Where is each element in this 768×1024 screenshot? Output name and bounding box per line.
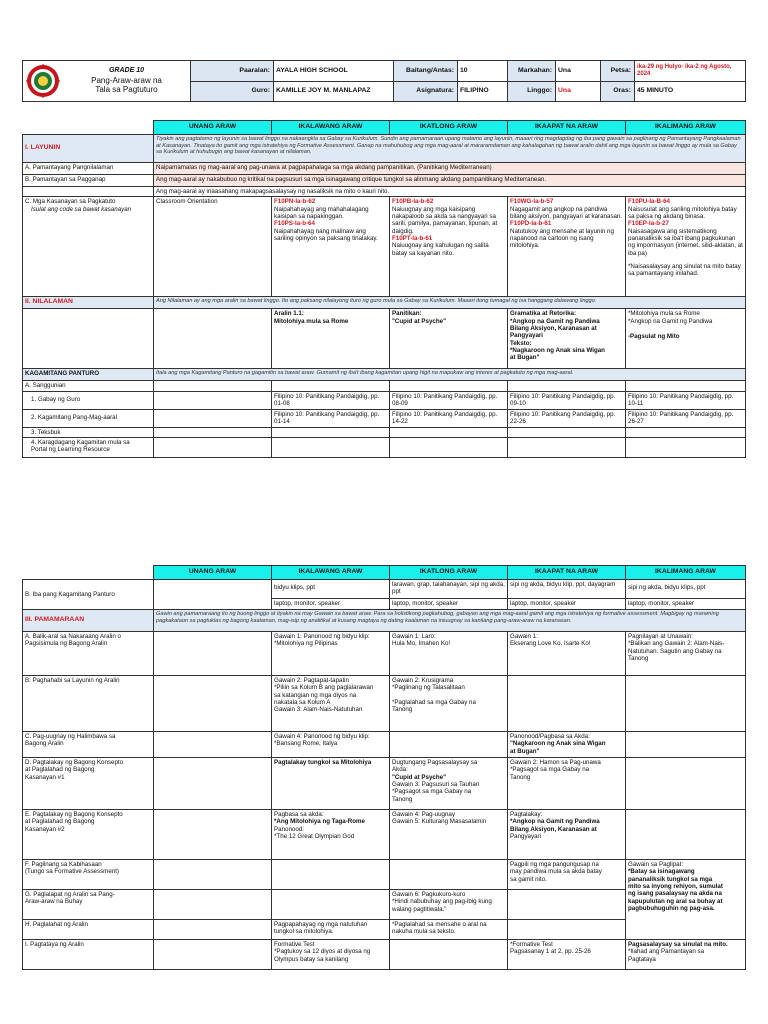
pagtalakay-2-day4-title: *Angkop na Gamit ng Pandiwa Bilang Aksiyon, Karanasan at [510,818,600,833]
oras-label: Oras: [601,81,635,102]
pagtataya-day4: *Formative Test Pagsasanay 1 at 2, pp. 25-26 [508,940,626,970]
nilalaman-day3 [390,309,508,369]
paghahabi-day2: Gawain 2: Pagtapat-tapatin *Piliin sa Kolum B ang paglalarawan sa katangian ng mga diyos na nakatala sa Kolum A Gawain 3: Alam-Nais-Natutuhan [272,676,390,732]
competency-text: Naisusulat ang sariling mitolohiya batay sa paksa ng akdang binasa. [628,205,737,220]
pamamaraan-note: Gawin ang pamamaraang ito ng buong linggo at tiyakin na may Gawain sa bawat araw. Para sa holistikong pagkahubog, gabayan ang mga mag-aaral gamit ang mga istratehiya ng formative assessment. Magbigay ng maraming pagkakataon sa pagtuklas ng bagong kaalaman, mag-isip ng analitikal at kusang magtaya ng dating kaalaman na iniuugnay sa kanilang pang-araw-araw na karanasan. [154,610,746,632]
pagtalakay-2-day4-title-end: Pangyayari [510,832,541,840]
kasanayan-day4 [508,197,626,297]
competency-text: Naiuugnay ang kahulugan ng salita batay sa kayarian nito. [392,242,489,257]
pagtalakay-1-day3-title: "Cupid at Psyche" [392,773,447,781]
kasanayan-subtitle: Isulat ang code sa bawat kasanayan [31,205,132,213]
pag-uugnay-label: C. Pag-uugnay ng Halimbawa sa Bagong Aralin [23,732,154,758]
competency-text: Natutukoy ang mensahe at layunin ng napanood na cartoon ng isang mitolohiya. [510,227,614,250]
pagtataya-day5 [626,940,746,970]
header-logo-cell [23,61,191,102]
kagamitang-mag-aaral-day3: Filipino 10: Panitikang Pandaigdig, pp. 14-22 [390,409,508,427]
pag-uugnay-day4 [508,732,626,758]
iba-materials: sipi ng akda, bidyu klip, ppt, dayagram [508,580,625,599]
pagtalakay-2-day4-heading: Pagtalakay: [510,811,543,818]
balik-aral-day5: Pagnilayan at Unawain: *Balikan ang Gawain 2: Alam-Nais- Natutuhan. Sagutin ang Gabay na Tanong [626,632,746,676]
school-seal-icon [23,61,63,101]
competency-code: F10EP-Ia-b-27 [628,220,669,228]
iba-materials: larawan, grap, talahanayan, sipi ng akda, ppt [390,580,507,599]
nilalaman-day4-teksto: Teksto: [510,339,532,347]
day-header: IKAAPAT NA ARAW [508,121,626,135]
kasanayan-label [23,197,154,297]
grade-label: GRADE 10 [108,67,144,75]
competency-text: Naiuugnay ang mga kaisipang nakapaloob sa akda sa nangyayari sa sarili, pamilya, pamayanan, lipunan, at daigdig. [392,205,498,235]
kasanayan-day2 [272,197,390,297]
nilalaman-day4-heading: Gramatika at Retorika: [510,310,577,318]
karagdagang-kagamitan-label: 4. Karagdagang Kagamitan mula sa Portal ng Learning Resource [23,437,154,457]
iba-materials: sipi ng akda, bidyu klips, ppt [626,580,745,599]
nilalaman-day2: Aralin 1.1: Mitolohiya mula sa Rome [272,309,390,369]
iba-pang-kagamitan-day4 [508,580,626,610]
competency-note: *Naisasalaysay ang sinulat na mito batay sa pamantayang inilahad. [628,262,741,278]
iba-equipment: laptop, monitor, speaker [510,600,577,607]
competency-code: F10PB-Ia-b-62 [392,198,434,206]
pagtalakay-2-day2-panonood: Panonood: *The 12 Great Olympian God [274,825,355,840]
linggo-label: Linggo: [508,81,556,102]
paglalapat-label: G. Paglalapat ng Aralin sa Pang- Araw-araw na Buhay [23,890,154,920]
nilalaman-day4-topic: *Angkop na Gamit ng Pandiwa Bilang Aksiyon, Karanasan at Pangyayari [510,317,600,340]
competency-text: Naisasagawa ang sistematikong pananaliksik sa iba't ibang pagkukunan ng impormasyon (internet, silid-aklatan, at iba pa) [628,227,743,257]
pamantayan-pagganap-label: B. Pamantayan sa Pagganap [23,175,154,187]
pagtalakay-2-day2-heading: Pagbasa sa akda: [274,811,324,818]
nilalaman-day4 [508,309,626,369]
paglalapat-day3: Gawain 6: Pagkukuro-kuro *Hindi nabubuhay ang pag-ibig kung walang pagtitiwala." [390,890,508,920]
section-layunin: I. LAYUNIN [23,135,154,163]
petsa-value: ika-29 ng Hulyo- ika-2 ng Agosto, 2024 [635,61,746,82]
pamantayang-pangnilalaman-label: A. Pamantayang Pangnilalaman [23,163,154,175]
kasanayan-day3 [390,197,508,297]
pagtalakay-2-label: E. Pagtalakay ng Bagong Konsepto at Paglalahad ng Bagong Kasanayan #2 [23,810,154,860]
nilalaman-day5-task: -Pagsulat ng Mito [628,332,680,340]
nilalaman-day5 [626,309,746,369]
markahan-value: Una [556,61,601,82]
guro-label: Guro: [191,81,274,102]
oras-value: 45 MINUTO [635,81,746,102]
paglinang-label: F. Paglinang sa Kabihasaan (Tungo sa Formative Assessment) [23,860,154,890]
iba-equipment: laptop, monitor, speaker [628,600,695,607]
nilalaman-day5-topics: *Mitolohiya mula sa Rome *Angkop na Gamit ng Pandiwa [628,310,713,325]
paghahabi-day3: Gawain 2: Krusigrama *Paglinang ng Talasalitaan *Paglalahad sa mga Gabay na Tanong [390,676,508,732]
header-block [22,60,746,102]
paglinang-day4: Pagpili ng mga pangungusap na may pandiwa mula sa akda batay sa gamit nito. [508,860,626,890]
paglalahat-day2: Pagpapahayag ng mga natutuhan tungkol sa mitolohiya. [272,920,390,940]
pamantayan-pagganap-text: Ang mag-aaral ay nakabubuo ng kritikal na pagsusuri sa mga isinagawang critique tungkol sa alinmang akdang pampanitikang Mediterranean. [154,175,746,187]
baitang-value: 10 [458,61,508,82]
competency-text: Naipahahayag nang malinaw ang sariling opinyon sa paksang tinalakay. [274,227,378,242]
competency-code: F10PT-Ia-b-61 [392,234,433,242]
lesson-table-2 [22,565,746,970]
day-header: IKALAWANG ARAW [272,121,390,135]
competency-code: F10PS-Ia-b-64 [274,220,315,228]
balik-aral-day3: Gawain 1: Laro: Hula Mo, Imahen Ko! [390,632,508,676]
pagtataya-day2: Formative Test *Pagtukoy sa 12 diyos at diyosa ng Olympus batay sa kanilang [272,940,390,970]
balik-aral-day2: Gawain 1: Panonood ng bidyu klip: *Mitolohiya ng Pilipinas [272,632,390,676]
paglalahat-day3: *Paglalahad sa mensahe o aral na nakuha mula sa teksto. [390,920,508,940]
pag-uugnay-day2: Gawain 4: Panonood ng bidyu klip: *Bansang Rome, Italya [272,732,390,758]
asignatura-value: FILIPINO [458,81,508,102]
pamantayang-pangnilalaman-text: Naipamamalas ng mag-aaral ang pag-unawa at pagpapahalaga sa mga akdang pampanitikan. (Panitikang Mediterranean) [154,163,746,175]
gabay-guro-label: 1. Gabay ng Guro [23,391,154,409]
competency-text: Nagagamit ang angkop na pandiwa bilang aksiyon, pangyayari at karanasan. [510,205,623,220]
asignatura-label: Asignatura: [394,81,458,102]
day-header: UNANG ARAW [154,121,272,135]
kagamitang-mag-aaral-day2: Filipino 10: Panitikang Pandaigdig, pp. 01-14 [272,409,390,427]
kagamitang-mag-aaral-day5: Filipino 10: Panitikang Pandaigdig, pp. 26-27 [626,409,746,427]
nilalaman-day4-title: *Nagkaroon ng Anak sina Wigan at Bugan" [510,346,605,362]
kagamitan-note: Itala ang mga Kagamitang Panturo na gagamitin sa bawat araw. Gumamit ng iba't ibang kagamitan upang higit na mapukaw ang interes at pagkatuto ng mga mag-aaral. [154,369,746,381]
paglalahat-label: H. Paglalahat ng Aralin [23,920,154,940]
pagtataya-label: I. Pagtataya ng Aralin [23,940,154,970]
gabay-guro-day4: Filipino 10: Panitikang Pandaigdig, pp. 09-10 [508,391,626,409]
pag-uugnay-day4-title: "Nagkaroon ng Anak sina Wigan at Bugan" [510,740,606,755]
layunin-note: Tiyakin ang pagtatamo ng layunin sa bawat linggo na nakaangkla sa Gabay sa Kurikulum. Sundin ang pamamaraan upang matamo ang layunin, maaari ring magdagdag ng iba pang gawain sa paglinang ng Pamantayang Pangkaalaman at Kasanayan. Tinataya ito gamit ang mga istratehiya ng Formative Assessment. Ganap na mahuhubog ang mga mag-aaral at mararamdaman ang kahalagahan ng bawat aralin dahil ang mga layunin sa bawat linggo ay mula sa Gabay sa Kurikulum at huhubugin ang bawat kasanayan at nilalaman. [154,135,746,163]
pagtalakay-1-day2: Pagtalakay tungkol sa Mitolohiya [272,758,390,810]
kasanayan-title: C. Mga Kasanayan sa Pagkatuto [25,198,116,206]
balik-aral-label: A. Balik-aral sa Nakaraang Aralin o Pagsisimula ng Bagong Aralin [23,632,154,676]
lesson-table-1 [22,120,746,458]
markahan-label: Markahan: [508,61,556,82]
day-header: IKALIMANG ARAW [626,566,746,580]
paglipat-heading: Gawain sa Paglipat: [628,861,684,868]
pagtalakay-2-day2 [272,810,390,860]
iba-equipment: laptop, monitor, speaker [274,600,341,607]
day-header: IKAAPAT NA ARAW [508,566,626,580]
kagamitang-mag-aaral-label: 2. Kagamitang Pang-Mag-aaral [23,409,154,427]
iba-pang-kagamitan-label: B. Iba pang Kagamitang Panturo [23,580,154,610]
kagamitang-mag-aaral-day4: Filipino 10: Panitikang Pandaigdig, pp. 22-26 [508,409,626,427]
paglinang-day5 [626,860,746,940]
iba-materials: bidyu klips, ppt [272,580,389,599]
section-kagamitan: KAGAMITANG PANTURO [23,369,154,381]
paghahabi-label: B. Paghahabi sa Layunin ng Aralin [23,676,154,732]
guro-value: KAMILLE JOY M. MANLAPAZ [274,81,394,102]
balik-aral-day4: Gawain 1: Ekserang Love Ko, Isarte Ko! [508,632,626,676]
competency-text: Naipahahayag ang mahahalagang kaisipan sa napakinggan. [274,205,369,220]
iba-pang-kagamitan-day3 [390,580,508,610]
pagtalakay-1-day3-task: Gawain 3: Pagsusuri sa Tauhan *Pagsagot sa mga Gabay na Tanong [392,780,480,803]
pagtalakay-2-day4 [508,810,626,860]
competency-code: F10PN-Ia-b-62 [274,198,316,206]
competency-code: F10PU-Ia-B-64 [628,198,670,206]
iba-pang-kagamitan-day2 [272,580,390,610]
section-pamamaraan: III. PAMAMARAAN [23,610,154,632]
competency-code: F10PD-Ia-b-61 [510,220,552,228]
day-header: IKATLONG ARAW [390,121,508,135]
pagtalakay-1-label: D. Pagtalakay ng Bagong Konsepto at Paglalahad ng Bagong Kasanayan #1 [23,758,154,810]
paaralan-value: AYALA HIGH SCHOOL [274,61,394,82]
paglipat-task: *Batay sa isinagawang pananaliksik tungkol sa mga mito sa inyong rehiyon, sumulat ng isang pasalaysay na akda na kapupulutan ng aral sa buhay at pagbubuhuguhin ng pag-asa. [628,868,723,912]
pag-uugnay-day4-heading: Panonood/Pagbasa sa Akda: [510,733,590,740]
day-header: IKATLONG ARAW [390,566,508,580]
kasanayan-day5 [626,197,746,297]
pagtataya-day5-heading: Pagsasalaysay sa sinulat na mito. [628,941,728,948]
gabay-guro-day3: Filipino 10: Panitikang Pandaigdig, pp. 08-09 [390,391,508,409]
sanggunian-label: A. Sanggunian [23,381,154,391]
petsa-label: Petsa: [601,61,635,82]
pagtalakay-2-day2-title: *Ang Mitolohiya ng Taga-Rome [274,818,365,826]
iba-pang-kagamitan-day5 [626,580,746,610]
gabay-guro-day5: Filipino 10: Panitikang Pandaigdig, pp. 10-11 [626,391,746,409]
nilalaman-day3-heading: Panitikan: [392,310,422,318]
pamantayan-pagganap-text-2: Ang mag-aaral ay inaasahang makapagsasalaysay ng nasaliksik na mito o kauri nito. [154,187,746,197]
competency-code: F10WG-Ia-b-57 [510,198,554,206]
linggo-value: Una [556,81,601,102]
teksbuk-label: 3. Teksbuk [23,427,154,437]
pagtataya-day5-task: *Ilahad ang Pamantayan sa Pagtataya [628,948,705,963]
nilalaman-day3-title: "Cupid at Psyche" [392,317,447,325]
day-header: IKALAWANG ARAW [272,566,390,580]
paaralan-label: Paaralan: [191,61,274,82]
kasanayan-day1: Classroom Orientation [154,197,272,297]
gabay-guro-day2: Filipino 10: Panitikang Pandaigdig, pp. 01-08 [272,391,390,409]
pagtalakay-2-day3: Gawain 4: Pag-uugnay Gawain 5: Kulturang Masasalamin [390,810,508,860]
pagtalakay-1-day4: Gawain 2: Hamon sa Pag-unawa *Pagsagot sa mga Gabay na Tanong [508,758,626,810]
day-header: IKALIMANG ARAW [626,121,746,135]
nilalaman-note: Ang Nilalaman ay ang mga aralin sa bawat linggo. Ito ang paksang nilalayong ituro ng guro mula sa Gabay sa Kurikulum. Maaari itong tumagal ng isa hanggang dalawang linggo. [154,297,746,309]
section-nilalaman: II. NILALAMAN [23,297,154,309]
document-title: Pang-Araw-araw na Tala sa Pagtuturo [91,75,162,95]
pagtalakay-1-day3 [390,758,508,810]
baitang-label: Baitang/Antas: [394,61,458,82]
day-header: UNANG ARAW [154,566,272,580]
iba-equipment: laptop, monitor, speaker [392,600,459,607]
pagtalakay-1-day3-heading: Dugtungang Pagsasalaysay sa Akda: [392,759,478,774]
